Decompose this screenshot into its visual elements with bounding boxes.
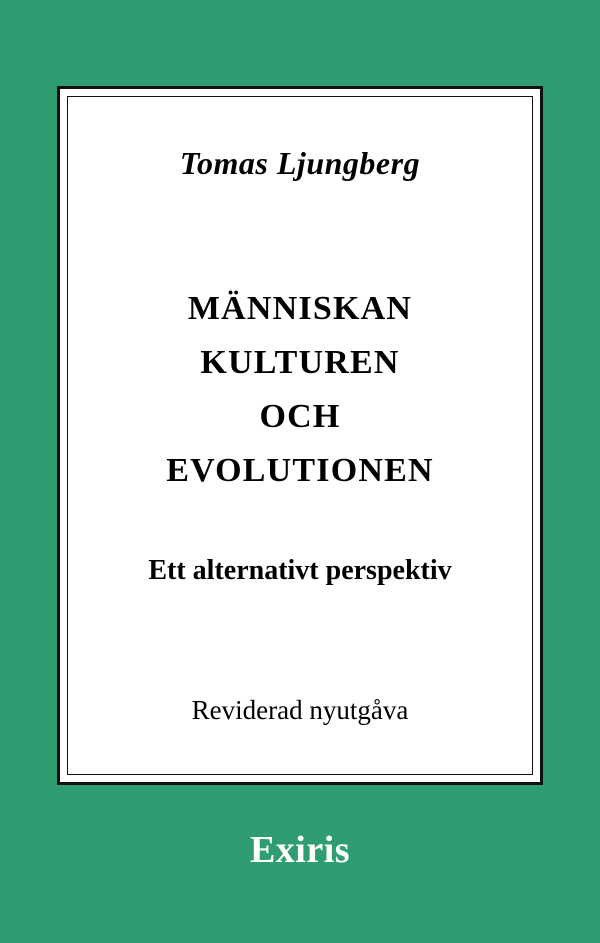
- publisher-name: Exiris: [249, 829, 351, 871]
- title-line-1: MÄNNISKAN: [187, 290, 413, 327]
- title-line-3: OCH: [259, 398, 341, 435]
- cover-frame: [57, 86, 543, 785]
- book-subtitle: Ett alternativt perspektiv: [148, 555, 452, 586]
- title-line-4: EVOLUTIONEN: [166, 452, 434, 489]
- edition-note: Reviderad nyutgåva: [191, 695, 409, 725]
- cover-frame-inner: [67, 96, 533, 775]
- title-line-2: KULTUREN: [200, 344, 400, 381]
- author-name: Tomas Ljungberg: [179, 145, 421, 181]
- book-title: [68, 282, 532, 498]
